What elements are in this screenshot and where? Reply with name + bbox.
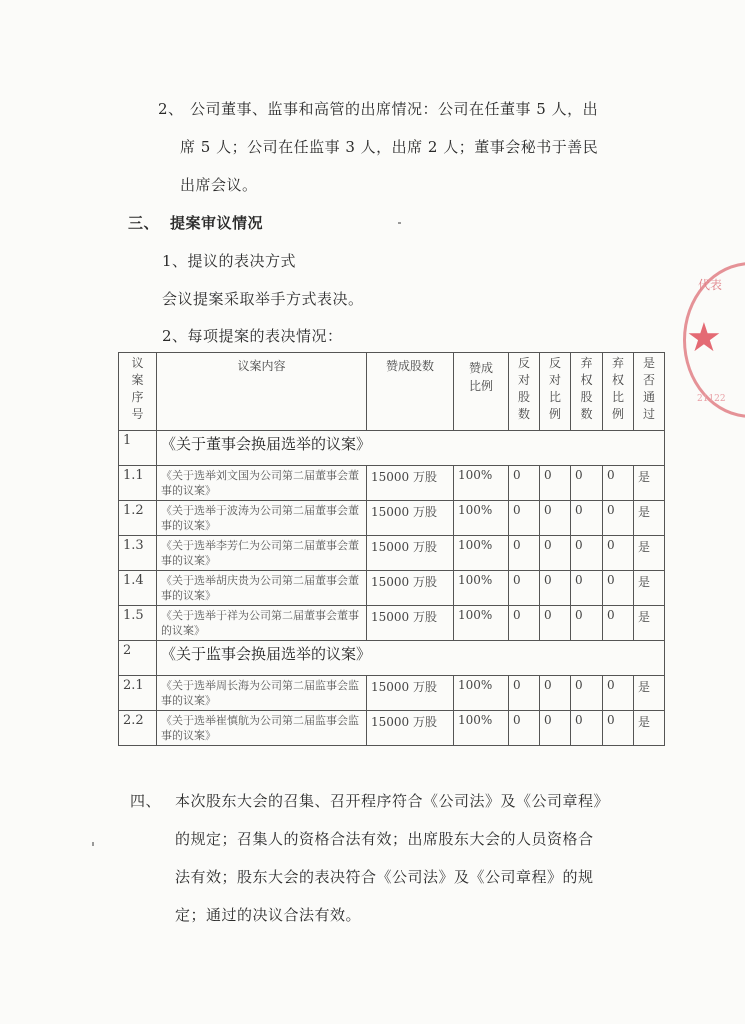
sec2-line-1: 公司董事、监事和高管的出席情况：公司在任董事 5 人，出 (190, 100, 599, 118)
sec4-line-1: 本次股东大会的召集、召开程序符合《公司法》及《公司章程》 (175, 792, 610, 810)
row-abstain-shares: 0 (571, 536, 603, 571)
header-abstain-shares: 弃权股数 (571, 353, 603, 431)
sec4-line-2: 的规定；召集人的资格合法有效；出席股东大会的人员资格合 (175, 830, 594, 848)
row-yes-shares: 15000 万股 (367, 536, 454, 571)
sec2-number: 2、 (158, 100, 184, 118)
row-yes-shares: 15000 万股 (367, 676, 454, 711)
scan-speck (92, 842, 94, 846)
row-yes-ratio: 100% (454, 536, 509, 571)
row-no-shares: 0 (509, 466, 540, 501)
row-no-ratio: 0 (540, 606, 571, 641)
row-abstain-ratio: 0 (603, 676, 634, 711)
row-yes-ratio: 100% (454, 606, 509, 641)
row-yes-ratio: 100% (454, 501, 509, 536)
row-content: 《关于选举崔慎航为公司第二届监事会监事的议案》 (157, 711, 367, 746)
row-content: 《关于选举周长海为公司第二届监事会监事的议案》 (157, 676, 367, 711)
row-seq: 1.5 (119, 606, 157, 641)
row-no-ratio: 0 (540, 536, 571, 571)
row-abstain-ratio: 0 (603, 536, 634, 571)
table-row (119, 501, 665, 536)
table-row (119, 536, 665, 571)
row-abstain-ratio: 0 (603, 466, 634, 501)
row-no-ratio: 0 (540, 466, 571, 501)
row-passed: 是 (634, 466, 665, 501)
table-header-row (119, 353, 665, 431)
row-content: 《关于选举李芳仁为公司第二届董事会董事的议案》 (157, 536, 367, 571)
row-no-ratio: 0 (540, 571, 571, 606)
row-no-ratio: 0 (540, 711, 571, 746)
sec3-title: 提案审议情况 (170, 214, 264, 232)
row-no-shares: 0 (509, 676, 540, 711)
group-row-board (119, 431, 665, 466)
sec4-line-3: 法有效；股东大会的表决符合《公司法》及《公司章程》的规 (175, 868, 594, 886)
table-row (119, 466, 665, 501)
row-abstain-shares: 0 (571, 711, 603, 746)
sec2-line-3: 出席会议。 (180, 176, 258, 194)
header-passed: 是否通过 (634, 353, 665, 431)
sec3-item2: 2、每项提案的表决情况： (162, 327, 343, 345)
row-content: 《关于选举于波涛为公司第二届董事会董事的议案》 (157, 501, 367, 536)
row-no-shares: 0 (509, 606, 540, 641)
row-yes-shares: 15000 万股 (367, 606, 454, 641)
group-seq: 2 (119, 641, 157, 676)
row-passed: 是 (634, 711, 665, 746)
header-no-shares: 反对股数 (509, 353, 540, 431)
row-seq: 2.1 (119, 676, 157, 711)
header-no-ratio: 反对比例 (540, 353, 571, 431)
seal-text-bottom: 21122 (697, 394, 726, 404)
group-row-supervisors (119, 641, 665, 676)
row-no-ratio: 0 (540, 676, 571, 711)
row-passed: 是 (634, 501, 665, 536)
table-row (119, 606, 665, 641)
row-yes-shares: 15000 万股 (367, 571, 454, 606)
row-abstain-ratio: 0 (603, 711, 634, 746)
sec3-item1-body: 会议提案采取举手方式表决。 (162, 290, 364, 308)
header-content: 议案内容 (157, 353, 367, 431)
table-row (119, 676, 665, 711)
header-yes-shares: 赞成股数 (367, 353, 454, 431)
row-passed: 是 (634, 536, 665, 571)
row-abstain-shares: 0 (571, 466, 603, 501)
sec2-line-2: 席 5 人；公司在任监事 3 人，出席 2 人；董事会秘书于善民 (180, 138, 599, 156)
seal-text-top: 代表 (698, 278, 723, 292)
group-title: 《关于监事会换届选举的议案》 (157, 641, 665, 676)
row-content: 《关于选举于祥为公司第二届董事会董事的议案》 (157, 606, 367, 641)
table-row (119, 571, 665, 606)
header-abstain-ratio: 弃权比例 (603, 353, 634, 431)
row-no-shares: 0 (509, 571, 540, 606)
row-seq: 1.2 (119, 501, 157, 536)
row-passed: 是 (634, 606, 665, 641)
row-passed: 是 (634, 571, 665, 606)
row-content: 《关于选举刘文国为公司第二届董事会董事的议案》 (157, 466, 367, 501)
sec3-number: 三、 (128, 214, 160, 232)
row-abstain-shares: 0 (571, 571, 603, 606)
row-seq: 2.2 (119, 711, 157, 746)
row-seq: 1.1 (119, 466, 157, 501)
seal-star-icon: ★ (686, 315, 722, 361)
row-seq: 1.3 (119, 536, 157, 571)
row-yes-ratio: 100% (454, 571, 509, 606)
row-seq: 1.4 (119, 571, 157, 606)
row-yes-ratio: 100% (454, 676, 509, 711)
row-yes-shares: 15000 万股 (367, 501, 454, 536)
scan-speck (398, 222, 401, 224)
row-abstain-ratio: 0 (603, 606, 634, 641)
row-abstain-shares: 0 (571, 606, 603, 641)
row-yes-ratio: 100% (454, 711, 509, 746)
header-seq: 议案序号 (119, 353, 157, 431)
row-content: 《关于选举胡庆贵为公司第二届董事会董事的议案》 (157, 571, 367, 606)
table-row (119, 711, 665, 746)
group-title: 《关于董事会换届选举的议案》 (157, 431, 665, 466)
sec3-item1: 1、提议的表决方式 (162, 252, 297, 270)
row-yes-ratio: 100% (454, 466, 509, 501)
row-no-shares: 0 (509, 501, 540, 536)
row-yes-shares: 15000 万股 (367, 466, 454, 501)
sec4-number: 四、 (130, 792, 162, 810)
row-no-shares: 0 (509, 536, 540, 571)
header-yes-ratio: 赞成比例 (454, 353, 509, 431)
row-abstain-shares: 0 (571, 501, 603, 536)
row-passed: 是 (634, 676, 665, 711)
sec4-line-4: 定；通过的决议合法有效。 (175, 906, 362, 924)
vote-results-table (118, 352, 665, 746)
row-no-shares: 0 (509, 711, 540, 746)
row-abstain-ratio: 0 (603, 501, 634, 536)
group-seq: 1 (119, 431, 157, 466)
row-yes-shares: 15000 万股 (367, 711, 454, 746)
row-abstain-shares: 0 (571, 676, 603, 711)
row-no-ratio: 0 (540, 501, 571, 536)
row-abstain-ratio: 0 (603, 571, 634, 606)
